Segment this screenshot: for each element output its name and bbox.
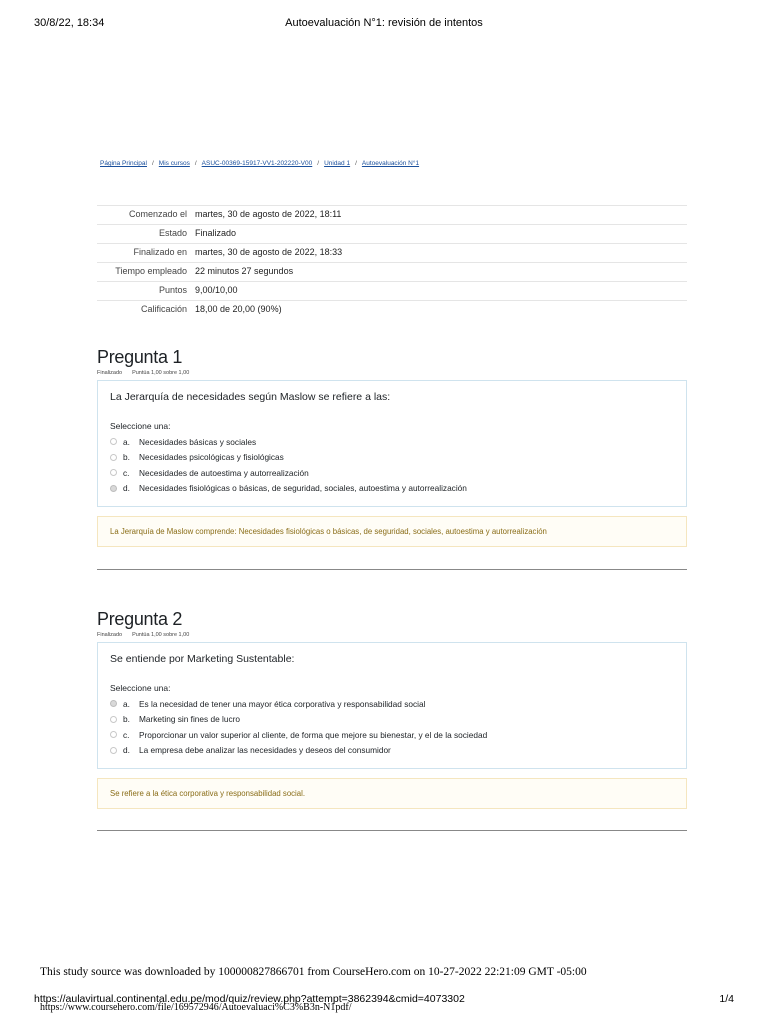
- radio-button-selected[interactable]: [110, 485, 117, 492]
- attempt-summary-table: [97, 205, 687, 319]
- question-prompt: Seleccione una:: [110, 421, 171, 431]
- summary-row: [97, 225, 687, 244]
- breadcrumb-separator: /: [317, 160, 320, 167]
- breadcrumb-course-link[interactable]: ASUC-00369-15917-VV1-202220-V00: [201, 160, 313, 167]
- summary-row: [97, 301, 687, 320]
- answer-option-b[interactable]: [110, 450, 674, 466]
- question-meta: [97, 370, 687, 376]
- question-divider: [97, 569, 687, 570]
- radio-button[interactable]: [110, 454, 117, 461]
- option-label: Marketing sin fines de lucro: [139, 714, 240, 725]
- answer-option-c[interactable]: [110, 727, 674, 743]
- radio-button[interactable]: [110, 747, 117, 754]
- summary-key: Estado: [158, 228, 187, 238]
- question-state: Finalizado: [97, 370, 123, 376]
- answer-option-b[interactable]: [110, 712, 674, 728]
- summary-key: Puntos: [158, 285, 187, 295]
- summary-value: martes, 30 de agosto de 2022, 18:33: [195, 247, 343, 257]
- question-feedback: Se refiere a la ética corporativa y responsabilidad social.: [97, 778, 687, 809]
- question-title: Pregunta 2: [97, 609, 183, 629]
- option-letter: c.: [123, 467, 130, 478]
- print-date: 30/8/22, 18:34: [34, 17, 105, 29]
- radio-button-selected[interactable]: [110, 700, 117, 707]
- option-label: Necesidades fisiológicas o básicas, de seguridad, sociales, autoestima y autorrealización: [139, 483, 467, 494]
- radio-button[interactable]: [110, 716, 117, 723]
- breadcrumb: [100, 160, 419, 167]
- summary-key: Calificación: [140, 304, 187, 314]
- question-meta: [97, 632, 687, 638]
- breadcrumb-separator: /: [151, 160, 154, 167]
- summary-value: 22 minutos 27 segundos: [195, 266, 294, 276]
- question-score: Puntúa 1,00 sobre 1,00: [132, 370, 190, 376]
- summary-row: [97, 282, 687, 301]
- radio-button[interactable]: [110, 731, 117, 738]
- print-footer-url: https://aulavirtual.continental.edu.pe/mod/quiz/review.php?attempt=3862394&cmid=4073302: [34, 993, 465, 1005]
- question-text: La Jerarquía de necesidades según Maslow se refiere a las:: [110, 391, 391, 403]
- question-text: Se entiende por Marketing Sustentable:: [110, 653, 295, 665]
- breadcrumb-quiz-link[interactable]: Autoevaluación N°1: [361, 160, 420, 167]
- answer-option-c[interactable]: [110, 465, 674, 481]
- summary-value: martes, 30 de agosto de 2022, 18:11: [195, 209, 342, 219]
- summary-value: 9,00/10,00: [195, 285, 238, 295]
- summary-key: Finalizado en: [133, 247, 187, 257]
- option-label: Proporcionar un valor superior al cliente, de forma que mejore su bienestar, y el de la sociedad: [139, 729, 488, 740]
- study-source-notice: This study source was downloaded by 100000827866701 from CourseHero.com on 10-27-2022 22:21:09 GMT -05:00: [40, 966, 587, 978]
- summary-value: Finalizado: [195, 228, 237, 238]
- option-letter: d.: [123, 745, 130, 756]
- answer-option-d[interactable]: [110, 743, 674, 759]
- question-score: Puntúa 1,00 sobre 1,00: [132, 632, 190, 638]
- option-label: Es la necesidad de tener una mayor ética corporativa y responsabilidad social: [139, 698, 426, 709]
- answer-option-a[interactable]: [110, 696, 674, 712]
- radio-button[interactable]: [110, 438, 117, 445]
- question-box: [97, 642, 687, 769]
- question-feedback: La Jerarquía de Maslow comprende: Necesidades fisiológicas o básicas, de seguridad, sociales, autoestima y autorrealización: [97, 516, 687, 547]
- summary-row: [97, 263, 687, 282]
- option-letter: d.: [123, 483, 130, 494]
- question-1: [97, 347, 687, 547]
- print-title: Autoevaluación N°1: revisión de intentos: [285, 17, 483, 29]
- question-box: [97, 380, 687, 507]
- option-letter: a.: [123, 436, 130, 447]
- question-2: [97, 609, 687, 809]
- option-letter: b.: [123, 714, 130, 725]
- option-letter: c.: [123, 729, 130, 740]
- question-prompt: Seleccione una:: [110, 683, 171, 693]
- summary-key: Comenzado el: [128, 209, 187, 219]
- option-label: La empresa debe analizar las necesidades y deseos del consumidor: [139, 745, 391, 756]
- breadcrumb-unit-link[interactable]: Unidad 1: [324, 160, 351, 167]
- breadcrumb-separator: /: [355, 160, 357, 167]
- answer-option-d[interactable]: [110, 481, 674, 497]
- summary-value: 18,00 de 20,00 (90%): [195, 304, 282, 314]
- option-label: Necesidades básicas y sociales: [139, 436, 257, 447]
- question-divider: [97, 830, 687, 831]
- question-title: Pregunta 1: [97, 347, 183, 367]
- breadcrumb-my-courses-link[interactable]: Mis cursos: [158, 160, 190, 167]
- summary-row: [97, 206, 687, 225]
- question-state: Finalizado: [97, 632, 123, 638]
- option-letter: a.: [123, 698, 130, 709]
- breadcrumb-separator: /: [194, 160, 197, 167]
- option-label: Necesidades psicológicas y fisiológicas: [139, 452, 284, 463]
- summary-key: Tiempo empleado: [115, 266, 187, 276]
- answer-option-a[interactable]: [110, 434, 674, 450]
- print-page-number: 1/4: [719, 993, 734, 1005]
- breadcrumb-home-link[interactable]: Página Principal: [100, 160, 147, 167]
- coursehero-url: https://www.coursehero.com/file/169572946/Autoevaluaci%C3%B3n-N1pdf/: [40, 1002, 352, 1013]
- option-label: Necesidades de autoestima y autorrealización: [139, 467, 309, 478]
- summary-row: [97, 244, 687, 263]
- radio-button[interactable]: [110, 469, 117, 476]
- option-letter: b.: [123, 452, 130, 463]
